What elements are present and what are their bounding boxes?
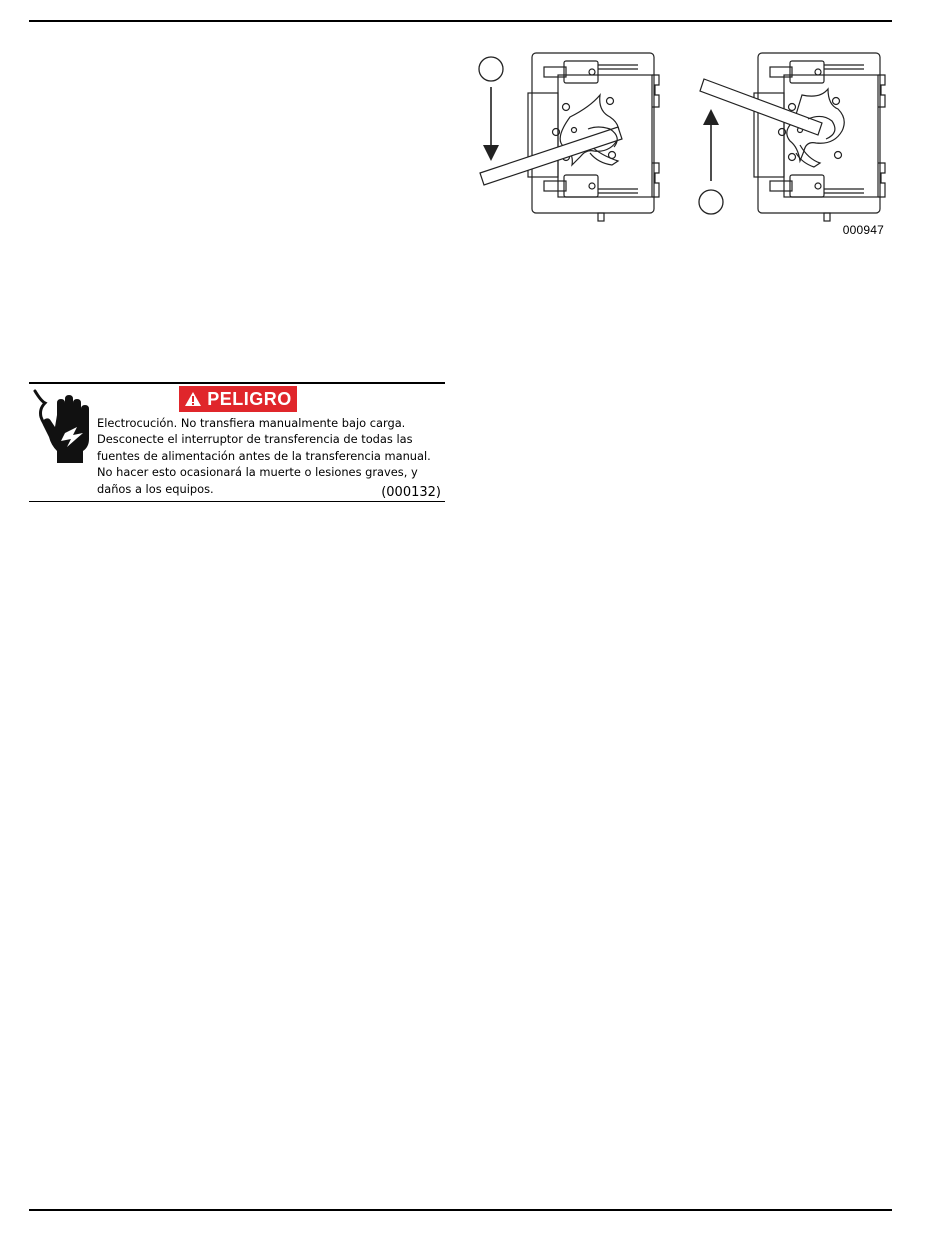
callout-circle-left — [479, 57, 503, 81]
danger-message: Electrocución. No transfiera manualmente bajo carga. Desconecte el interruptor de transferencia de todas las fuentes de alimentación antes de la transferencia manual. No hacer esto ocasionará la muerte o lesiones graves, y daños a los equipos. — [97, 416, 431, 496]
electrocution-hand-icon — [31, 387, 91, 463]
danger-label: PELIGRO — [207, 388, 292, 409]
up-arrow-icon — [703, 109, 719, 125]
switch-unit-left — [479, 53, 659, 221]
callout-circle-right — [699, 190, 723, 214]
danger-badge — [179, 386, 297, 412]
header-rule — [29, 20, 892, 22]
safety-message-code: (000132) — [381, 485, 441, 500]
transfer-switch-figure — [470, 45, 890, 240]
danger-safety-message — [29, 382, 445, 502]
switch-unit-right — [699, 53, 885, 221]
transfer-switch-illustration — [470, 45, 890, 240]
figure-id: 000947 — [842, 223, 884, 237]
footer-rule — [29, 1209, 892, 1211]
down-arrow-icon — [483, 145, 499, 161]
warning-triangle-icon — [184, 391, 202, 407]
